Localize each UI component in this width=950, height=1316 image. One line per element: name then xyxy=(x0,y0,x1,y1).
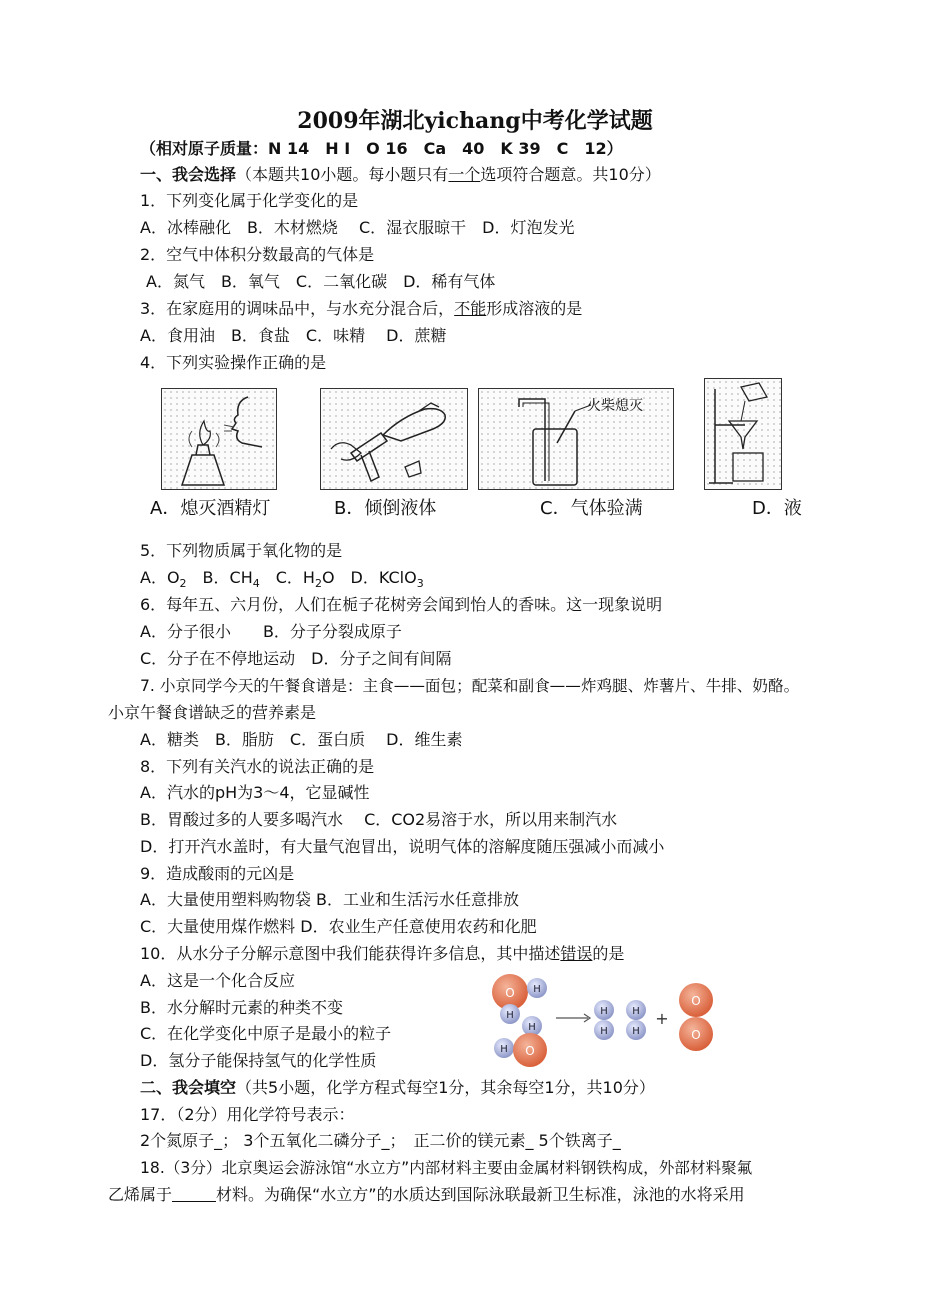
water-molecule-top xyxy=(492,974,547,1010)
section-1-title: 一、我会选择 xyxy=(140,165,237,184)
q5-stem: 5．下列物质属于氧化物的是 xyxy=(140,541,343,560)
section-1-heading xyxy=(140,164,661,186)
q5-d-sub: 3 xyxy=(416,577,424,591)
water-decomposition-diagram xyxy=(480,968,720,1072)
section-1-note-end: 选项符合题意。共10分） xyxy=(480,165,661,184)
q10-option-a: A．这是一个化合反应 xyxy=(140,971,295,990)
section-1-note-underline: 一个 xyxy=(448,165,481,184)
caption-c: C．气体验满 xyxy=(540,498,643,519)
q1-options: A．冰棒融化 B．木材燃烧 C．湿衣服晾干 D．灯泡发光 xyxy=(140,218,575,237)
filtration-drawing xyxy=(705,379,781,489)
q18-line-1: 18.（3分）北京奥运会游泳馆“水立方”内部材料主要由金属材料钢铁构成，外部材料聚氟 xyxy=(140,1159,753,1177)
q7-stem-2: 小京午餐食谱缺乏的营养素是 xyxy=(108,703,317,722)
atom-h-4: H xyxy=(500,1044,508,1055)
q5-b-sub: 4 xyxy=(252,577,260,591)
q5-a-sub: 2 xyxy=(179,577,187,591)
q2-stem: 2．空气中体积分数最高的气体是 xyxy=(140,245,375,264)
caption-a: A．熄灭酒精灯 xyxy=(150,498,271,519)
q3-stem-underline: 不能 xyxy=(454,299,487,318)
q9-options-cd: C．大量使用煤作燃料 D．农业生产任意使用农药和化肥 xyxy=(140,917,537,936)
q4-stem: 4．下列实验操作正确的是 xyxy=(140,353,327,372)
q10-stem-end: 的是 xyxy=(592,944,625,963)
q3-options: A．食用油 B．食盐 C．味精 D．蔗糖 xyxy=(140,326,447,345)
atom-h-1: H xyxy=(533,984,541,995)
q1-stem: 1．下列变化属于化学变化的是 xyxy=(140,191,359,210)
q2-options: A．氮气 B．氧气 C．二氧化碳 D．稀有气体 xyxy=(146,272,496,291)
q3-stem-text: 3．在家庭用的调味品中，与水充分混合后， xyxy=(140,299,455,318)
q3-stem xyxy=(140,298,582,320)
section-2-heading xyxy=(140,1077,655,1099)
atom-h-2: H xyxy=(506,1010,514,1021)
q9-stem: 9．造成酸雨的元凶是 xyxy=(140,864,295,883)
atom-o-1: O xyxy=(505,986,515,1000)
atom-h-5: H xyxy=(600,1006,608,1017)
q8-stem: 8．下列有关汽水的说法正确的是 xyxy=(140,757,375,776)
q5-d: D．KClO xyxy=(334,568,417,587)
q18-line-2 xyxy=(108,1184,745,1206)
q5-c-sub: 2 xyxy=(314,577,322,591)
atom-h-8: H xyxy=(632,1026,640,1037)
q7-stem-1: 7. 小京同学今天的午餐食谱是：主食——面包；配菜和副食——炸鸡腿、炸薯片、牛排、奶酪。 xyxy=(140,677,800,695)
extinguish-lamp-drawing xyxy=(162,389,276,489)
atom-h-6: H xyxy=(600,1026,608,1037)
q10-option-b: B．水分解时元素的种类不变 xyxy=(140,998,343,1017)
q10-option-c: C．在化学变化中原子是最小的粒子 xyxy=(140,1024,392,1043)
atom-h-3: H xyxy=(528,1022,536,1033)
plus-sign: + xyxy=(655,1009,669,1028)
reaction-arrow xyxy=(556,1014,590,1022)
q5-a: A．O xyxy=(140,568,180,587)
figure-gas-check xyxy=(478,388,674,490)
q8-option-bc: B．胃酸过多的人要多喝汽水 C．CO2易溶于水，所以用来制汽水 xyxy=(140,810,618,829)
gas-check-drawing xyxy=(479,389,673,489)
q8-option-a: A．汽水的pH为3～4，它显碱性 xyxy=(140,783,370,802)
hydrogen-molecules xyxy=(594,1000,646,1040)
q5-options xyxy=(140,567,424,595)
q10-stem-text: 10．从水分子分解示意图中我们能获得许多信息，其中描述 xyxy=(140,944,561,963)
figure-filtration xyxy=(704,378,782,490)
section-1-note: （本题共10小题。每小题只有 xyxy=(236,165,449,184)
section-2-title: 二、我会填空 xyxy=(140,1078,237,1097)
figure-extinguish-lamp xyxy=(161,388,277,490)
q10-option-d: D．氢分子能保持氢气的化学性质 xyxy=(140,1051,377,1070)
caption-d: D．液 xyxy=(752,498,802,519)
hydrogen-atoms-middle xyxy=(500,1004,542,1036)
caption-b: B．倾倒液体 xyxy=(334,498,437,519)
q10-stem xyxy=(140,943,624,965)
q8-option-d: D．打开汽水盖时，有大量气泡冒出，说明气体的溶解度随压强减小而减小 xyxy=(140,837,665,856)
q9-options-ab: A．大量使用塑料购物袋 B．工业和生活污水任意排放 xyxy=(140,890,520,909)
q18-text-b: 材料。为确保“水立方”的水质达到国际泳联最新卫生标准，泳池的水将采用 xyxy=(216,1185,745,1204)
q6-options-2: C．分子在不停地运动 D．分子之间有间隔 xyxy=(140,649,452,668)
q10-stem-underline: 错误 xyxy=(560,944,593,963)
q5-c-o: O xyxy=(321,568,335,587)
q6-stem: 6．每年五、六月份，人们在栀子花树旁会闻到怡人的香味。这一现象说明 xyxy=(140,595,663,614)
q18-text-a: 乙烯属于 xyxy=(108,1185,173,1204)
oxygen-molecule xyxy=(679,983,713,1051)
water-molecule-bottom xyxy=(494,1033,547,1067)
figure-pour-liquid xyxy=(320,388,468,490)
q18-blank xyxy=(172,1185,216,1202)
label-match-out: 火柴熄灭 xyxy=(587,398,643,414)
q7-options: A．糖类 B．脂肪 C．蛋白质 D．维生素 xyxy=(140,730,463,749)
q17-fill: 2个氮原子_； 3个五氧化二磷分子_； 正二价的镁元素_ 5个铁离子_ xyxy=(140,1131,621,1150)
page-title: 2009年湖北yichang中考化学试题 xyxy=(297,108,653,134)
q5-b: B．CH xyxy=(186,568,253,587)
pour-liquid-drawing xyxy=(321,389,467,489)
atom-o-4: O xyxy=(691,1028,701,1042)
q3-stem-end: 形成溶液的是 xyxy=(486,299,583,318)
atom-o-3: O xyxy=(691,994,701,1008)
atom-h-7: H xyxy=(632,1006,640,1017)
atom-o-2: O xyxy=(525,1044,535,1058)
section-2-note: （共5小题，化学方程式每空1分，其余每空1分，共10分） xyxy=(236,1078,655,1097)
atomic-mass-note: （相对原子质量：N 14 H I O 16 Ca 40 K 39 C 12） xyxy=(140,139,623,158)
q5-c: C．H xyxy=(259,568,315,587)
q6-options-1: A．分子很小 B．分子分裂成原子 xyxy=(140,622,402,641)
q17-stem: 17．（2分）用化学符号表示： xyxy=(140,1105,355,1124)
